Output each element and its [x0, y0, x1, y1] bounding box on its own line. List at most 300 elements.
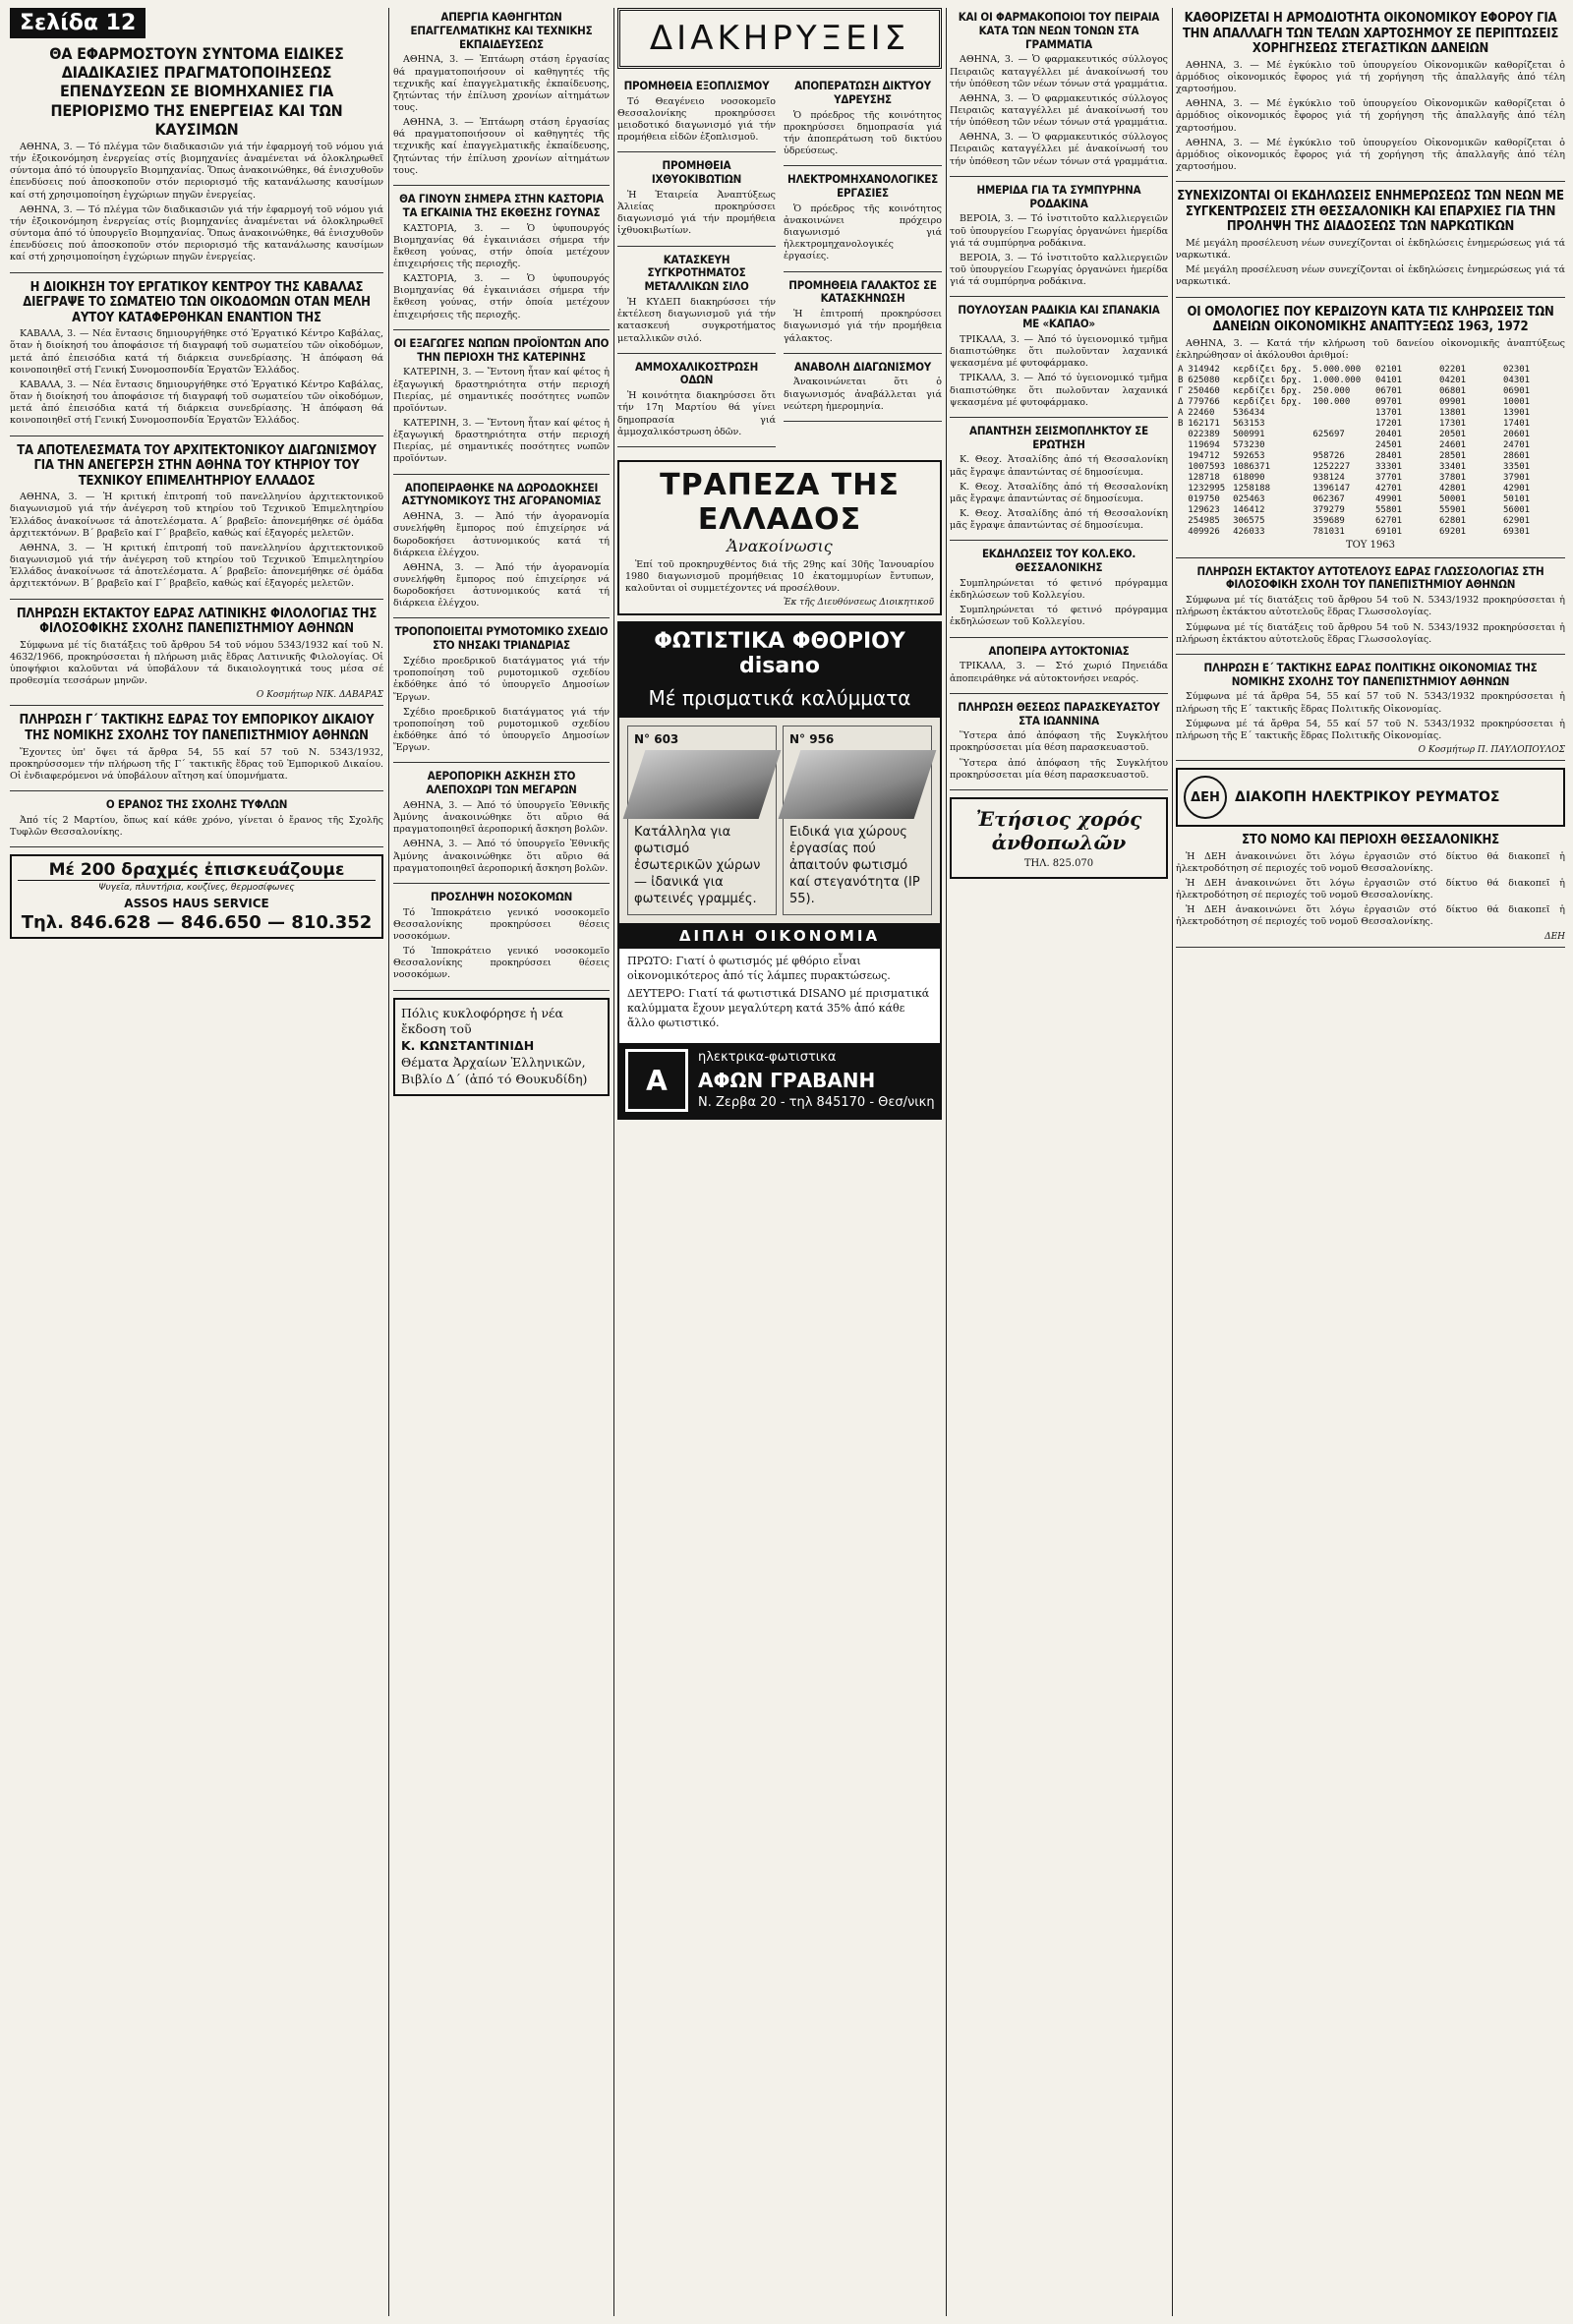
ad-title: Ἐτήσιος χορός ἀνθοπωλῶν	[975, 806, 1142, 854]
article-ioannina-position	[950, 701, 1168, 790]
reason-second: ΔΕΥΤΕΡΟ: Γιατί τά φωτιστικά DISANO μέ πρισματικά καλύμματα ἔχουν μεγαλύτερη κατά 35% ἀπό κάθε ἄλλο φωτιστικό.	[627, 987, 930, 1030]
table-cell: 37801	[1439, 472, 1467, 483]
table-cell: 250460	[1188, 386, 1220, 397]
article-body: ΑΘΗΝΑ, 3. — Ἡ κριτική ἐπιτροπή τοῦ πανελληνίου ἀρχιτεκτονικοῦ διαγωνισμοῦ γιά τήν ἀνέγερση τοῦ κτηρίου τοῦ Τεχνικοῦ Ἐπιμελητηρίου Ἑλλάδος ἀνακοίνωσε τά ἀποτελέσματα. Α΄ βραβεῖο: ἀπονεμήθηκε σέ ὁμάδα ἀρχιτεκτόνων. Β΄ βραβεῖο καί Γ΄ βραβεῖο, καθώς καί ἐξαγορές μελετῶν. ΑΘΗΝΑ, 3. — Ἡ κριτική ἐπιτροπή τοῦ πανελληνίου ἀρχιτεκτονικοῦ διαγωνισμοῦ γιά τήν ἀνέγερση τοῦ κτηρίου τοῦ Τεχνικοῦ Ἐπιμελητηρίου Ἑλλάδος ἀνακοίνωσε τά ἀποτελέσματα. Α΄ βραβεῖο: ἀπονεμήθηκε σέ ὁμάδα ἀρχιτεκτόνων. Β΄ βραβεῖο καί Γ΄ βραβεῖο, καθώς καί ἐξαγορές μελετῶν.	[10, 492, 383, 590]
article-suicide-attempt	[950, 645, 1168, 694]
notice-body: Ἡ ΚΥΔΕΠ διακηρύσσει τήν ἐκτέλεση διαγωνισμοῦ γιά τήν κατασκευή συγκροτήματος μεταλλικῶν σιλό.	[617, 297, 776, 344]
notice	[617, 254, 776, 354]
ad-tagline: ΔΙΠΛΗ ΟΙΚΟΝΟΜΙΑ	[619, 923, 940, 949]
table-cell: 13801	[1439, 407, 1467, 418]
table-cell: 1258188	[1233, 483, 1270, 494]
article-katerini-exports	[393, 337, 610, 475]
florists-dance-ad	[950, 797, 1168, 879]
table-row	[1176, 408, 1368, 419]
section-banner: ΔΙΑΚΗΡΥΞΕΙΣ	[617, 8, 942, 69]
headline: ΘΑ ΓΙΝΟΥΝ ΣΗΜΕΡΑ ΣΤΗΝ ΚΑΣΤΟΡΙΑ ΤΑ ΕΓΚΑΙΝΙΑ ΤΗΣ ΕΚΘΕΣΗΣ ΓΟΥΝΑΣ	[399, 191, 604, 219]
column-rule	[388, 8, 389, 2316]
table-row	[1176, 397, 1368, 408]
table-row	[1373, 408, 1565, 419]
table-row	[1373, 430, 1565, 440]
article-body: ΒΕΡΟΙΑ, 3. — Τό ἰνστιτοῦτο καλλιεργειῶν τοῦ ὑπουργείου Γεωργίας ὀργανώνει ἡμερίδα γιά τά συμπύρηνα ροδάκινα. ΒΕΡΟΙΑ, 3. — Τό ἰνστιτοῦτο καλλιεργειῶν τοῦ ὑπουργείου Γεωργίας ὀργανώνει ἡμερίδα γιά τά συμπύρηνα ροδάκινα.	[950, 213, 1168, 288]
headline: ΠΛΗΡΩΣΗ Γ΄ ΤΑΚΤΙΚΗΣ ΕΔΡΑΣ ΤΟΥ ΕΜΠΟΡΙΚΟΥ ΔΙΚΑΙΟΥ ΤΗΣ ΝΟΜΙΚΗΣ ΣΧΟΛΗΣ ΤΟΥ ΠΑΝΕΠΙΣΤΗΜΙΟΥ ΑΘΗΝΩΝ	[19, 713, 375, 743]
headline: ΑΠΟΠΕΙΡΑ ΑΥΤΟΚΤΟΝΙΑΣ	[988, 643, 1130, 658]
winning-series-table	[1373, 365, 1565, 538]
article-body: Σύμφωνα μέ τίς διατάξεις τοῦ ἄρθρου 54 τοῦ Ν. 5343/1932 προκηρύσσεται ἡ πλήρωση ἐκτάκτου αὐτοτελοῦς ἕδρας Γλωσσολογίας. Σύμφωνα μέ τίς διατάξεις τοῦ ἄρθρου 54 τοῦ Ν. 5343/1932 προκηρύσσεται ἡ πλήρωση ἐκτάκτου αὐτοτελοῦς ἕδρας Γλωσσολογίας.	[1176, 595, 1565, 645]
headline: ΑΠΟΠΕΙΡΑΘΗΚΕ ΝΑ ΔΩΡΟΔΟΚΗΣΕΙ ΑΣΤΥΝΟΜΙΚΟΥΣ ΤΗΣ ΑΓΟΡΑΝΟΜΙΑΣ	[401, 480, 602, 508]
ad-phone: Τηλ. 846.628 — 846.650 — 810.352	[21, 912, 373, 934]
table-row	[1176, 462, 1368, 473]
ad-book-title: Θέματα Ἀρχαίων Ἑλληνικῶν, Βιβλίο Δ΄ (ἀπό τό Θουκυδίδη)	[401, 1055, 588, 1087]
article-body: Ἔχοντες ὑπ' ὄψει τά ἄρθρα 54, 55 καί 57 τοῦ Ν. 5343/1932, προκηρύσσομεν τήν πλήρωση τῆς Γ΄ τακτικῆς ἕδρας τοῦ Ἐμπορικοῦ Δικαίου. Οἱ ἐνδιαφερόμενοι νά ὑποβάλουν αἴτηση καί ὑπομνήματα.	[10, 746, 383, 782]
table-cell: Γ	[1178, 386, 1184, 397]
table-cell: 254985	[1188, 515, 1220, 526]
headline: ΚΑΙ ΟΙ ΦΑΡΜΑΚΟΠΟΙΟΙ ΤΟΥ ΠΕΙΡΑΙΑ ΚΑΤΑ ΤΩΝ ΝΕΩΝ ΤΟΝΩΝ ΣΤΑ ΓΡΑΜΜΑΤΙΑ	[958, 10, 1160, 51]
store-address: Ν. Ζερβα 20 - τηλ 845170 - Θεσ/νικη	[698, 1095, 935, 1111]
book-ad	[393, 998, 610, 1096]
product-caption: Κατάλληλα για φωτισμό ἐσωτερικῶν χώρων — ἰδανικά για φωτεινές γραμμές.	[634, 825, 761, 906]
lamp-image	[779, 750, 937, 819]
store-name: ΑΦΩΝ ΓΡΑΒΑΝΗ	[698, 1069, 876, 1093]
power-cut-title: ΔΙΑΚΟΠΗ ΗΛΕΚΤΡΙΚΟΥ ΡΕΥΜΑΤΟΣ	[1235, 789, 1500, 806]
table-cell: Α	[1178, 365, 1184, 376]
table-row	[1176, 440, 1368, 451]
table-cell: 09701	[1375, 397, 1403, 407]
ad-author: Κ. ΚΩΝΣΤΑΝΤΙΝΙΔΗ	[401, 1038, 535, 1054]
table-cell: 28601	[1503, 450, 1531, 461]
table-cell: 09901	[1439, 397, 1467, 407]
table-row	[1176, 527, 1368, 538]
ad-headline: Μέ 200 δραχμές ἐπισκευάζουμε	[18, 860, 376, 881]
headline: ΑΠΑΝΤΗΣΗ ΣΕΙΣΜΟΠΛΗΚΤΟΥ ΣΕ ΕΡΩΤΗΣΗ	[969, 423, 1148, 451]
headline: ΑΠΟΠΕΡΑΤΩΣΗ ΔΙΚΤΥΟΥ ΥΔΡΕΥΣΗΣ	[794, 79, 931, 106]
table-cell: 02101	[1375, 365, 1403, 376]
headline: ΑΜΜΟΧΑΛΙΚΟΣΤΡΩΣΗ ΟΔΩΝ	[634, 359, 759, 387]
table-cell	[1311, 419, 1368, 430]
table-cell: 10001	[1503, 397, 1531, 407]
table-cell: 13901	[1503, 407, 1531, 418]
product-card	[627, 726, 777, 914]
article-blind-school	[10, 798, 383, 847]
table-cell: 019750	[1188, 494, 1220, 504]
repair-ad	[10, 854, 383, 939]
headline: ΣΤΟ ΝΟΜΟ ΚΑΙ ΠΕΡΙΟΧΗ ΘΕΣΣΑΛΟΝΙΚΗΣ	[1242, 833, 1499, 848]
headline: ΠΛΗΡΩΣΗ ΘΕΣΕΩΣ ΠΑΡΑΣΚΕΥΑΣΤΟΥ ΣΤΑ ΙΩΑΝΝΙΝΑ	[958, 699, 1160, 727]
table-cell: 42701	[1375, 483, 1403, 494]
article-body: ΑΘΗΝΑ, 3. — Κατά τήν κλήρωση τοῦ δανείου οἰκονομικῆς ἀναπτύξεως ἐκληρώθησαν οἱ ἀκόλουθοι ἀριθμοί:	[1176, 337, 1565, 361]
table-cell: 49901	[1375, 494, 1403, 504]
headline: Ο ΕΡΑΝΟΣ ΤΗΣ ΣΧΟΛΗΣ ΤΥΦΛΩΝ	[105, 797, 288, 812]
headline: ΠΡΟΜΗΘΕΙΑ ΓΑΛΑΚΤΟΣ ΣΕ ΚΑΤΑΣΚΗΝΩΣΗ	[788, 277, 937, 306]
store-banner	[619, 1043, 940, 1118]
table-row	[1373, 451, 1565, 462]
article-nurses	[393, 891, 610, 991]
table-cell: 250.000	[1312, 386, 1351, 397]
article-energy	[10, 44, 383, 273]
reason-first: ΠΡΩΤΟ: Γιατί ὁ φωτισμός μέ φθόριο εἶναι οἰκονομικότερος ἀπό τίς λάμπες πυρακτώσεως.	[627, 954, 891, 982]
table-cell: Β	[1178, 418, 1184, 429]
table-cell: 128718	[1188, 472, 1220, 483]
ad-text: Πόλις κυκλοφόρησε ἡ νέα ἔκδοση τοῦ	[401, 1005, 563, 1037]
table-cell	[1176, 505, 1186, 516]
headline: ΠΛΗΡΩΣΗ ΕΚΤΑΚΤΟΥ ΑΥΤΟΤΕΛΟΥΣ ΕΔΡΑΣ ΓΛΩΣΣΟΛΟΓΙΑΣ ΣΤΗ ΦΙΛΟΣΟΦΙΚΗ ΣΧΟΛΗ ΤΟΥ ΠΑΝΕΠΙΣΤΗΜΙΟΥ ΑΘΗΝΩΝ	[1196, 563, 1544, 592]
table-cell: 62901	[1503, 515, 1531, 526]
table-cell	[1176, 527, 1186, 538]
table-cell	[1311, 408, 1368, 419]
article-teachers-strike	[393, 11, 610, 186]
table-row	[1373, 419, 1565, 430]
headline: ΚΑΘΟΡΙΖΕΤΑΙ Η ΑΡΜΟΔΙΟΤΗΤΑ ΟΙΚΟΝΟΜΙΚΟΥ ΕΦΟΡΟΥ ΓΙΑ ΤΗΝ ΑΠΑΛΛΑΓΗ ΤΩΝ ΤΕΛΩΝ ΧΑΡΤΟΣΗΜΟΥ ΣΕ ΠΕΡΙΠΤΩΣΕΙΣ ΧΟΡΗΓΗΣΕΩΣ ΣΤΕΓΑΣΤΙΚΩΝ ΔΑΝΕΙΩΝ	[1182, 11, 1559, 57]
article-power-cut	[1176, 833, 1565, 948]
notice	[784, 80, 942, 166]
table-cell: 02201	[1439, 365, 1467, 376]
bank-title: ΤΡΑΠΕΖΑ ΤΗΣ ΕΛΛΑΔΟΣ	[660, 467, 900, 537]
table-cell: 119694	[1188, 439, 1220, 450]
article-earthquake-reply	[950, 425, 1168, 542]
notice-body: Ἀνακοινώνεται ὅτι ὁ διαγωνισμός ἀναβάλλεται γιά νεώτερη ἡμερομηνία.	[784, 377, 942, 412]
table-cell: 20401	[1375, 429, 1403, 439]
table-row	[1373, 527, 1565, 538]
table-row	[1176, 419, 1368, 430]
article-body: Ἀπό τίς 2 Μαρτίου, ὅπως καί κάθε χρόνο, γίνεται ὁ ἔρανος τῆς Σχολῆς Τυφλῶν Θεσσαλονίκης.	[10, 814, 383, 838]
table-cell: Α	[1178, 407, 1184, 418]
column-rule	[613, 8, 614, 2316]
table-cell: 24501	[1375, 439, 1403, 450]
table-cell: 62801	[1439, 515, 1467, 526]
table-row	[1176, 516, 1368, 527]
notices-left	[617, 77, 776, 454]
table-cell	[1176, 462, 1186, 473]
notice-body: Ἡ ἐπιτροπή προκηρύσσει διαγωνισμό γιά τήν προμήθεια γάλακτος.	[784, 309, 942, 344]
notice-body: Ἡ Ἑταιρεία Ἀναπτύξεως Ἁλιείας προκηρύσσει διαγωνισμό γιά τήν προμήθεια ἰχθυοκιβωτίων.	[617, 190, 776, 237]
table-cell: 625080	[1188, 376, 1220, 386]
winning-numbers-table	[1176, 365, 1368, 538]
article-body: Σχέδιο προεδρικοῦ διατάγματος γιά τήν τροποποίηση τοῦ ρυμοτομικοῦ σχεδίου ἐκδόθηκε ἀπό τό ὑπουργεῖο Δημοσίων Ἔργων. Σχέδιο προεδρικοῦ διατάγματος γιά τήν τροποποίηση τοῦ ρυμοτομικοῦ σχεδίου ἐκδόθηκε ἀπό τό ὑπουργεῖο Δημοσίων Ἔργων.	[393, 656, 610, 754]
article-architecture	[10, 443, 383, 600]
table-cell: 69201	[1439, 526, 1467, 537]
article-town-plan	[393, 625, 610, 763]
headline: ΠΡΟΣΛΗΨΗ ΝΟΣΟΚΟΜΩΝ	[430, 889, 573, 903]
headline: ΟΙ ΟΜΟΛΟΓΙΕΣ ΠΟΥ ΚΕΡΔΙΖΟΥΝ ΚΑΤΑ ΤΙΣ ΚΛΗΡΩΣΕΙΣ ΤΩΝ ΔΑΝΕΙΩΝ ΟΙΚΟΝΟΜΙΚΗΣ ΑΝΑΠΤΥΞΕΩΣ 1963, 1972	[1187, 304, 1554, 335]
table-cell: 55801	[1375, 504, 1403, 515]
table-cell: 06701	[1375, 386, 1403, 397]
headline: Η ΔΙΟΙΚΗΣΗ ΤΟΥ ΕΡΓΑΤΙΚΟΥ ΚΕΝΤΡΟΥ ΤΗΣ ΚΑΒΑΛΑΣ ΔΙΕΓΡΑΨΕ ΤΟ ΣΩΜΑΤΕΙΟ ΤΩΝ ΟΙΚΟΔΟΜΩΝ ΟΤΑΝ ΜΕΛΗ ΑΥΤΟΥ ΚΑΤΑΦΕΡΘΗΚΑΝ ΕΝΑΝΤΙΟΝ ΤΗΣ	[23, 279, 371, 325]
page-header	[10, 8, 383, 38]
table-cell: 20601	[1503, 429, 1531, 439]
article-linguistics-chair	[1176, 565, 1565, 655]
table-cell: 426033	[1233, 526, 1265, 537]
table-row	[1373, 462, 1565, 473]
signature: Ο Κοσμήτωρ Π. ΠΑΥΛΟΠΟΥΛΟΣ	[1418, 745, 1565, 756]
article-economics-chair	[1176, 662, 1565, 761]
table-cell: 33301	[1375, 461, 1403, 472]
table-row	[1176, 473, 1368, 484]
table-cell: 779766	[1188, 397, 1220, 407]
notice	[784, 173, 942, 271]
article-body: ΚΑΣΤΟΡΙΑ, 3. — Ὁ ὑφυπουργός Βιομηχανίας θά ἐγκαινιάσει σήμερα τήν ἔκθεση γούνας, στήν ὁποία μετέχουν ἐπιχειρήσεις τῆς περιοχῆς. ΚΑΣΤΟΡΙΑ, 3. — Ὁ ὑφυπουργός Βιομηχανίας θά ἐγκαινιάσει σήμερα τήν ἔκθεση γούνας, στήν ὁποία μετέχουν ἐπιχειρήσεις τῆς περιοχῆς.	[393, 222, 610, 320]
bank-notice	[617, 460, 942, 615]
bank-signature: Ἐκ τῆς Διευθύνσεως Διοικητικοῦ	[783, 598, 934, 609]
table-cell: 022389	[1188, 429, 1220, 439]
table-cell: 06901	[1503, 386, 1531, 397]
table-row	[1373, 397, 1565, 408]
table-row	[1176, 386, 1368, 397]
table-cell: 69301	[1503, 526, 1531, 537]
product-card	[783, 726, 932, 914]
column-2	[393, 8, 610, 2316]
table-cell: 28501	[1439, 450, 1467, 461]
article-body: ΑΘΗΝΑ, 3. — Ἐπτάωρη στάση ἐργασίας θά πραγματοποιήσουν οἱ καθηγητές τῆς τεχνικῆς καί ἐπαγγελματικῆς ἐκπαίδευσης, ζητώντας τήν ἐπίλυση χρονίων αἰτημάτων τους. ΑΘΗΝΑ, 3. — Ἐπτάωρη στάση ἐργασίας θά πραγματοποιήσουν οἱ καθηγητές τῆς τεχνικῆς καί ἐπαγγελματικῆς ἐκπαίδευσης, ζητώντας τήν ἐπίλυση χρονίων αἰτημάτων τους.	[393, 54, 610, 176]
headline: ΑΠΕΡΓΙΑ ΚΑΘΗΓΗΤΩΝ ΕΠΑΓΓΕΛΜΑΤΙΚΗΣ ΚΑΙ ΤΕΧΝΙΚΗΣ ΕΚΠΑΙΔΕΥΣΕΩΣ	[410, 10, 593, 51]
table-cell: 1007593	[1188, 461, 1226, 472]
table-row	[1176, 494, 1368, 505]
table-cell: 04101	[1375, 376, 1403, 386]
article-vegetables	[950, 304, 1168, 418]
table-cell: 24701	[1503, 439, 1531, 450]
store-logo: Α	[625, 1049, 688, 1112]
headline: ΑΝΑΒΟΛΗ ΔΙΑΓΩΝΙΣΜΟΥ	[793, 359, 932, 374]
article-pharmacists	[950, 11, 1168, 177]
headline: ΑΕΡΟΠΟΡΙΚΗ ΑΣΚΗΣΗ ΣΤΟ ΑΛΕΠΟΧΩΡΙ ΤΩΝ ΜΕΓΑΡΩΝ	[426, 769, 577, 797]
table-cell: 24601	[1439, 439, 1467, 450]
article-bond-draw	[1176, 305, 1565, 558]
article-air-exercise	[393, 770, 610, 884]
table-cell: 22460	[1188, 407, 1215, 418]
notice-body: Ἡ κοινότητα διακηρύσσει ὅτι τήν 17η Μαρτίου θά γίνει δημοπρασία γιά ἀμμοχαλικόστρωση ὁδῶν.	[617, 390, 776, 437]
article-body: Κ. Θεοχ. Ἀτσαλίδης ἀπό τή Θεσσαλονίκη μᾶς ἔγραψε ἀπαντώντας σέ δημοσίευμα. Κ. Θεοχ. Ἀτσαλίδης ἀπό τή Θεσσαλονίκη μᾶς ἔγραψε ἀπαντώντας σέ δημοσίευμα. Κ. Θεοχ. Ἀτσαλίδης ἀπό τή Θεσσαλονίκη μᾶς ἔγραψε ἀπαντώντας σέ δημοσίευμα.	[950, 454, 1168, 532]
table-cell	[1176, 473, 1186, 484]
table-cell: 55901	[1439, 504, 1467, 515]
headline: ΠΡΟΜΗΘΕΙΑ ΕΞΟΠΛΙΣΜΟΥ	[623, 79, 770, 92]
product-caption: Ειδικά για χώρους ἐργασίας πού ἀπαιτούν φωτισμό καί στεγανότητα (IP 55).	[789, 825, 920, 906]
table-row	[1373, 505, 1565, 516]
ad-services: Ψυγεῖα, πλυντήρια, κουζίνες, θερμοσίφωνες	[98, 883, 295, 894]
table-cell: 100.000	[1312, 397, 1351, 407]
table-cell: 37901	[1503, 472, 1531, 483]
column-5	[1176, 8, 1565, 2316]
signature: Ο Κοσμήτωρ ΝΙΚ. ΔΑΒΑΡΑΣ	[256, 690, 383, 701]
table-cell: 42901	[1503, 483, 1531, 494]
column-1	[10, 8, 383, 2316]
table-row	[1373, 473, 1565, 484]
table-cell: Β	[1178, 376, 1184, 386]
table-caption: ΤΟΥ 1963	[1345, 539, 1396, 551]
headline: ΕΚΔΗΛΩΣΕΙΣ ΤΟΥ ΚΟΛ.ΕΚΟ. ΘΕΣΣΑΛΟΝΙΚΗΣ	[981, 547, 1136, 575]
table-row	[1176, 365, 1368, 376]
table-cell: 573230	[1233, 439, 1265, 450]
headline: ΤΑ ΑΠΟΤΕΛΕΣΜΑΤΑ ΤΟΥ ΑΡΧΙΤΕΚΤΟΝΙΚΟΥ ΔΙΑΓΩΝΙΣΜΟΥ ΓΙΑ ΤΗΝ ΑΝΕΓΕΡΣΗ ΣΤΗΝ ΑΘΗΝΑ ΤΟΥ ΚΤΗΡΙΟΥ ΤΟΥ ΤΕΧΝΙΚΟΥ ΕΠΙΜΕΛΗΤΗΡΙΟΥ ΕΛΛΑΔΟΣ	[17, 442, 377, 489]
table-cell	[1311, 440, 1368, 451]
product-number: Ν° 603	[634, 732, 679, 747]
notice	[784, 279, 942, 354]
headline: ΚΑΤΑΣΚΕΥΗ ΣΥΓΚΡΟΤΗΜΑΤΟΣ ΜΕΤΑΛΛΙΚΩΝ ΣΙΛΟ	[644, 252, 749, 294]
table-cell: 359689	[1312, 515, 1345, 526]
column-rule	[1172, 8, 1173, 2316]
article-body: Μέ μεγάλη προσέλευση νέων συνεχίζονται οἱ ἐκδηλώσεις ἐνημερώσεως γιά τά ναρκωτικά. Μέ μεγάλη προσέλευση νέων συνεχίζονται οἱ ἐκδηλώσεις ἐνημερώσεως γιά τά ναρκωτικά.	[1176, 237, 1565, 288]
notice	[617, 159, 776, 246]
article-kavala	[10, 280, 383, 436]
article-body: Ὕστερα ἀπό ἀπόφαση τῆς Συγκλήτου προκηρύσσεται μία θέση παρασκευαστοῦ. Ὕστερα ἀπό ἀπόφαση τῆς Συγκλήτου προκηρύσσεται μία θέση παρασκευαστοῦ.	[950, 730, 1168, 781]
table-cell	[1176, 516, 1186, 527]
table-cell: 025463	[1233, 494, 1265, 504]
table-cell: 938124	[1312, 472, 1345, 483]
article-body: Σύμφωνα μέ τίς διατάξεις τοῦ ἄρθρου 54 τοῦ νόμου 5343/1932 καί τοῦ Ν. 4632/1966, προκηρύσσεται ἡ πλήρωση μιᾶς ἔδρας Λατινικῆς Φιλολογίας. Οἱ ὑποψήφιοι καλοῦνται νά ὑποβάλουν τά δικαιολογητικά τους μέσα σέ προθεσμία τεσσάρων μηνῶν.	[10, 639, 383, 687]
bank-body: Ἐπί τοῦ προκηρυχθέντος διά τῆς 29ης καί 30ῆς Ἰανουαρίου 1980 διαγωνισμοῦ προμήθειας 10 ἐκατομμυρίων ἔντυπων, καλοῦνται οἱ συμμετέχοντες νά προσέλθουν.	[625, 558, 934, 595]
article-body: ΚΑΒΑΛΑ, 3. — Νέα ἔντασις δημιουργήθηκε στό Ἐργατικό Κέντρο Καβάλας, ὅταν ἡ διοίκησή του ἀποφάσισε τή διαγραφή τοῦ σωματείου τῶν οἰκοδόμων, μετά ἀπό ἐπεισόδια κατά τή διάρκεια συνεδρίασης. Ἡ ἀπόφαση θά κοινοποιηθεῖ στή Γενική Συνομοσπονδία Ἐργατῶν Ἑλλάδος. ΚΑΒΑΛΑ, 3. — Νέα ἔντασις δημιουργήθηκε στό Ἐργατικό Κέντρο Καβάλας, ὅταν ἡ διοίκησή του ἀποφάσισε τή διαγραφή τοῦ σωματείου τῶν οἰκοδόμων, μετά ἀπό ἐπεισόδια κατά τή διάρκεια συνεδρίασης. Ἡ ἀπόφαση θά κοινοποιηθεῖ στή Γενική Συνομοσπονδία Ἐργατῶν Ἑλλάδος.	[10, 328, 383, 427]
column-rule	[946, 8, 947, 2316]
notice	[784, 361, 942, 422]
headline: ΗΛΕΚΤΡΟΜΗΧΑΝΟΛΟΓΙΚΕΣ ΕΡΓΑΣΙΕΣ	[787, 172, 938, 201]
table-cell: 618090	[1233, 472, 1265, 483]
article-body: Σύμφωνα μέ τά ἄρθρα 54, 55 καί 57 τοῦ Ν. 5343/1932 προκηρύσσεται ἡ πλήρωση τῆς Ε΄ τακτικῆς ἕδρας Πολιτικῆς Οἰκονομίας. Σύμφωνα μέ τά ἄρθρα 54, 55 καί 57 τοῦ Ν. 5343/1932 προκηρύσσεται ἡ πλήρωση τῆς Ε΄ τακτικῆς ἕδρας Πολιτικῆς Οἰκονομίας.	[1176, 691, 1565, 741]
table-cell: Δ	[1178, 397, 1184, 407]
table-cell: 06801	[1439, 386, 1467, 397]
notice-body: Ὁ πρόεδρος τῆς κοινότητος προκηρύσσει δημοπρασία γιά τήν ἀποπεράτωση τοῦ δικτύου ὑδρεύσεως.	[784, 109, 942, 157]
table-cell: 17401	[1503, 418, 1531, 429]
table-cell: 13701	[1375, 407, 1403, 418]
headline: ΤΡΟΠΟΠΟΙΕΙΤΑΙ ΡΥΜΟΤΟΜΙΚΟ ΣΧΕΔΙΟ ΣΤΟ ΝΗΣΑΚΙ ΤΡΙΑΝΔΡΙΑΣ	[394, 624, 609, 653]
table-cell: 409926	[1188, 526, 1220, 537]
table-cell: 500991	[1233, 429, 1265, 439]
table-cell	[1176, 430, 1186, 440]
table-row	[1373, 440, 1565, 451]
ad-headline: ΦΩΤΙΣΤΙΚΑ ΦΘΟΡΙΟΥ disano	[619, 623, 940, 684]
table-cell: κερδίζει δρχ.	[1233, 386, 1303, 397]
table-cell: 162171	[1188, 418, 1220, 429]
table-row	[1176, 484, 1368, 494]
ad-company: ASSOS HAUS SERVICE	[124, 897, 269, 911]
table-cell: κερδίζει δρχ.	[1233, 376, 1303, 386]
table-cell: 1.000.000	[1312, 376, 1362, 386]
table-cell: 69101	[1375, 526, 1403, 537]
utility-logo: ΔΕΗ	[1184, 776, 1227, 819]
article-latin-chair	[10, 607, 383, 707]
column-3	[617, 8, 942, 2316]
headline: ΠΛΗΡΩΣΗ ΕΚΤΑΚΤΟΥ ΕΔΡΑΣ ΛΑΤΙΝΙΚΗΣ ΦΙΛΟΛΟΓΙΑΣ ΤΗΣ ΦΙΛΟΣΟΦΙΚΗΣ ΣΧΟΛΗΣ ΠΑΝΕΠΙΣΤΗΜΙΟΥ ΑΘΗΝΩΝ	[16, 606, 378, 637]
table-cell: 062367	[1312, 494, 1345, 504]
store-tagline: ηλεκτρικα-φωτιστικα	[698, 1049, 837, 1065]
table-cell: 129623	[1188, 504, 1220, 515]
notice	[617, 80, 776, 152]
table-cell: 1396147	[1312, 483, 1351, 494]
article-body: ΑΘΗΝΑ, 3. — Μέ ἐγκύκλιο τοῦ ὑπουργείου Οἰκονομικῶν καθορίζεται ὁ ἁρμόδιος οἰκονομικός ἔφορος γιά τή χορήγηση τῆς ἀπαλλαγῆς ἀπό τέλη χαρτοσήμου. ΑΘΗΝΑ, 3. — Μέ ἐγκύκλιο τοῦ ὑπουργείου Οἰκονομικῶν καθορίζεται ὁ ἁρμόδιος οἰκονομικός ἔφορος γιά τή χορήγηση τῆς ἀπαλλαγῆς ἀπό τέλη χαρτοσήμου. ΑΘΗΝΑ, 3. — Μέ ἐγκύκλιο τοῦ ὑπουργείου Οἰκονομικῶν καθορίζεται ὁ ἁρμόδιος οἰκονομικός ἔφορος γιά τή χορήγηση τῆς ἀπαλλαγῆς ἀπό τέλη χαρτοσήμου.	[1176, 59, 1565, 173]
table-cell: 50001	[1439, 494, 1467, 504]
table-cell: 17301	[1439, 418, 1467, 429]
article-body: Τό Ἰπποκράτειο γενικό νοσοκομεῖο Θεσσαλονίκης προκηρύσσει θέσεις νοσοκόμων. Τό Ἰπποκράτειο γενικό νοσοκομεῖο Θεσσαλονίκης προκηρύσσει θέσεις νοσοκόμων.	[393, 906, 610, 981]
table-cell: 194712	[1188, 450, 1220, 461]
article-bribery	[393, 482, 610, 619]
signature: ΔΕΗ	[1544, 931, 1565, 942]
table-cell: 33501	[1503, 461, 1531, 472]
table-row	[1176, 430, 1368, 440]
table-row	[1373, 365, 1565, 376]
table-cell	[1176, 484, 1186, 494]
table-cell: 958726	[1312, 450, 1345, 461]
table-cell	[1176, 494, 1186, 505]
table-cell: 42801	[1439, 483, 1467, 494]
headline: ΣΥΝΕΧΙΖΟΝΤΑΙ ΟΙ ΕΚΔΗΛΩΣΕΙΣ ΕΝΗΜΕΡΩΣΕΩΣ ΤΩΝ ΝΕΩΝ ΜΕ ΣΥΓΚΕΝΤΡΩΣΕΙΣ ΣΤΗ ΘΕΣΣΑΛΟΝΙΚΗ ΚΑΙ ΕΠΑΡΧΙΕΣ ΓΙΑ ΤΗΝ ΠΡΟΛΗΨΗ ΤΗΣ ΔΙΑΔΟΣΕΩΣ ΤΩΝ ΝΑΡΚΩΤΙΚΩΝ	[1177, 189, 1564, 235]
table-cell: 306575	[1233, 515, 1265, 526]
table-row	[1176, 376, 1368, 386]
table-row	[1176, 505, 1368, 516]
article-body: Ἡ ΔΕΗ ἀνακοινώνει ὅτι λόγω ἐργασιῶν στό δίκτυο θά διακοπεῖ ἡ ἠλεκτροδότηση σέ περιοχές τοῦ νομοῦ Θεσσαλονίκης. Ἡ ΔΕΗ ἀνακοινώνει ὅτι λόγω ἐργασιῶν στό δίκτυο θά διακοπεῖ ἡ ἠλεκτροδότηση σέ περιοχές τοῦ νομοῦ Θεσσαλονίκης. Ἡ ΔΕΗ ἀνακοινώνει ὅτι λόγω ἐργασιῶν στό δίκτυο θά διακοπεῖ ἡ ἠλεκτροδότηση σέ περιοχές τοῦ νομοῦ Θεσσαλονίκης.	[1176, 850, 1565, 928]
article-fur-fair	[393, 193, 610, 330]
article-body: ΑΘΗΝΑ, 3. — Τό πλέγμα τῶν διαδικασιῶν γιά τήν ἐφαρμογή τοῦ νόμου γιά τήν ἐξοικονόμηση ἐνεργείας στίς βιομηχανίες ἀναμένεται νά ὁλοκληρωθεῖ σύντομα ἀπό τό ὑπουργεῖο Βιομηχανίας. Ὅπως ἀνακοινώθηκε, θά ἐνισχυθοῦν ἐπενδύσεις πού ἀποσκοποῦν στόν περιορισμό τῆς κατανάλωσης καυσίμων καί στή χρησιμοποίηση ἐγχώριων πηγῶν ἐνεργείας. ΑΘΗΝΑ, 3. — Τό πλέγμα τῶν διαδικασιῶν γιά τήν ἐφαρμογή τοῦ νόμου γιά τήν ἐξοικονόμηση ἐνεργείας στίς βιομηχανίες ἀναμένεται νά ὁλοκληρωθεῖ σύντομα ἀπό τό ὑπουργεῖο Βιομηχανίας. Ὅπως ἀνακοινώθηκε, θά ἐνισχυθοῦν ἐπενδύσεις πού ἀποσκοποῦν στόν περιορισμό τῆς κατανάλωσης καυσίμων καί στή χρησιμοποίηση ἐγχώριων πηγῶν ἐνεργείας.	[10, 141, 383, 263]
ad-subheadline: Μέ πρισματικά καλύμματα	[619, 684, 940, 718]
table-cell: 781031	[1312, 526, 1345, 537]
product-number: Ν° 956	[789, 732, 835, 747]
table-cell: 5.000.000	[1312, 365, 1362, 376]
article-peaches	[950, 184, 1168, 298]
table-cell: 1232995	[1188, 483, 1226, 494]
article-body: ΑΘΗΝΑ, 3. — Ὁ φαρμακευτικός σύλλογος Πειραιῶς καταγγέλλει μέ ἀνακοίνωσή του τήν ὑπόθεση τῶν νέων τόνων στά γραμμάτια. ΑΘΗΝΑ, 3. — Ὁ φαρμακευτικός σύλλογος Πειραιῶς καταγγέλλει μέ ἀνακοίνωσή του τήν ὑπόθεση τῶν νέων τόνων στά γραμμάτια. ΑΘΗΝΑ, 3. — Ὁ φαρμακευτικός σύλλογος Πειραιῶς καταγγέλλει μέ ἀνακοίνωσή του τήν ὑπόθεση τῶν νέων τόνων στά γραμμάτια.	[950, 54, 1168, 167]
table-cell: 314942	[1188, 365, 1220, 376]
column-4	[950, 8, 1168, 2316]
table-cell: 536434	[1233, 407, 1265, 418]
table-cell: 56001	[1503, 504, 1531, 515]
table-cell: 04201	[1439, 376, 1467, 386]
table-cell: 592653	[1233, 450, 1265, 461]
table-cell	[1176, 440, 1186, 451]
table-row	[1373, 516, 1565, 527]
table-cell: κερδίζει δρχ.	[1233, 397, 1303, 407]
table-cell: 563153	[1233, 418, 1265, 429]
table-cell: 379279	[1312, 504, 1345, 515]
table-cell: 28401	[1375, 450, 1403, 461]
headline: ΠΟΥΛΟΥΣΑΝ ΡΑΔΙΚΙΑ ΚΑΙ ΣΠΑΝΑΚΙΑ ΜΕ «ΚΑΠΑΟ»	[958, 303, 1160, 331]
table-cell: 20501	[1439, 429, 1467, 439]
headline: ΘΑ ΕΦΑΡΜΟΣΤΟΥΝ ΣΥΝΤΟΜΑ ΕΙΔΙΚΕΣ ΔΙΑΔΙΚΑΣΙΕΣ ΠΡΑΓΜΑΤΟΠΟΙΗΣΕΩΣ ΕΠΕΝΔΥΣΕΩΝ ΣΕ ΒΙΟΜΗΧΑΝΙΕΣ ΓΙΑ ΠΕΡΙΟΡΙΣΜΟ ΤΗΣ ΕΝΕΡΓΕΙΑΣ ΚΑΙ ΤΩΝ ΚΑΥΣΙΜΩΝ	[49, 44, 344, 139]
notices-grid	[617, 77, 942, 454]
page-number: Σελίδα 12	[10, 8, 146, 38]
headline: ΗΜΕΡΙΔΑ ΓΙΑ ΤΑ ΣΥΜΠΥΡΗΝΑ ΡΟΔΑΚΙΝΑ	[976, 182, 1141, 210]
article-stamp-duty	[1176, 11, 1565, 182]
table-cell: 17201	[1375, 418, 1403, 429]
ad-phone: ΤΗΛ. 825.070	[1023, 857, 1094, 869]
product-grid	[619, 718, 940, 922]
notice-body: Ὁ πρόεδρος τῆς κοινότητος ἀνακοινώνει πρόχειρο διαγωνισμό γιά ἠλεκτρομηχανολογικές ἐργασίες.	[784, 203, 942, 262]
table-cell: 04301	[1503, 376, 1531, 386]
bank-subtitle: Ἀνακοίνωσις	[727, 536, 833, 555]
article-body: ΑΘΗΝΑ, 3. — Ἀπό τήν ἀγορανομία συνελήφθη ἔμπορος πού ἐπιχείρησε νά δωροδοκήσει ἀστυνομικούς κατά τή διάρκεια ἐλέγχου. ΑΘΗΝΑ, 3. — Ἀπό τήν ἀγορανομία συνελήφθη ἔμπορος πού ἐπιχείρησε νά δωροδοκήσει ἀστυνομικούς κατά τή διάρκεια ἐλέγχου.	[393, 511, 610, 610]
article-drugs-awareness	[1176, 189, 1565, 297]
notice-body: Τό Θεαγένειο νοσοκομεῖο Θεσσαλονίκης προκηρύσσει μειοδοτικό διαγωνισμό γιά τήν προμήθεια εἰδῶν ἐξοπλισμοῦ.	[617, 95, 776, 144]
table-cell: 50101	[1503, 494, 1531, 504]
headline: ΟΙ ΕΞΑΓΩΓΕΣ ΝΩΠΩΝ ΠΡΟΪΟΝΤΩΝ ΑΠΟ ΤΗΝ ΠΕΡΙΟΧΗ ΤΗΣ ΚΑΤΕΡΙΝΗΣ	[393, 335, 610, 364]
article-body: ΑΘΗΝΑ, 3. — Ἀπό τό ὑπουργεῖο Ἐθνικῆς Ἀμύνης ἀνακοινώθηκε ὅτι αὔριο θά πραγματοποιηθεῖ ἀεροπορική ἄσκηση βολῶν. ΑΘΗΝΑ, 3. — Ἀπό τό ὑπουργεῖο Ἐθνικῆς Ἀμύνης ἀνακοινώθηκε ὅτι αὔριο θά πραγματοποιηθεῖ ἀεροπορική ἄσκηση βολῶν.	[393, 799, 610, 874]
table-cell: 1086371	[1233, 461, 1270, 472]
table-row	[1176, 451, 1368, 462]
ad-reasons	[619, 949, 940, 1037]
table-cell: κερδίζει δρχ.	[1233, 365, 1303, 376]
notices-right	[784, 77, 942, 454]
table-cell: 625697	[1312, 429, 1345, 439]
table-cell	[1176, 451, 1186, 462]
article-college-events	[950, 548, 1168, 637]
table-row	[1373, 494, 1565, 505]
table-row	[1373, 376, 1565, 386]
article-body: ΤΡΙΚΑΛΑ, 3. — Ἀπό τό ὑγειονομικό τμῆμα διαπιστώθηκε ὅτι πωλοῦνταν λαχανικά ψεκασμένα μέ φυτοφάρμακο. ΤΡΙΚΑΛΑ, 3. — Ἀπό τό ὑγειονομικό τμῆμα διαπιστώθηκε ὅτι πωλοῦνταν λαχανικά ψεκασμένα μέ φυτοφάρμακο.	[950, 333, 1168, 408]
article-commercial-law	[10, 713, 383, 791]
table-cell: 37701	[1375, 472, 1403, 483]
table-row	[1373, 386, 1565, 397]
lottery-results	[1176, 365, 1565, 538]
table-cell: 33401	[1439, 461, 1467, 472]
headline: ΠΡΟΜΗΘΕΙΑ ΙΧΘΥΟΚΙΒΩΤΙΩΝ	[651, 158, 742, 187]
power-cut-header	[1176, 768, 1565, 827]
article-body: Συμπληρώνεται τό φετινό πρόγραμμα ἐκδηλώσεων τοῦ Κολλεγίου. Συμπληρώνεται τό φετινό πρόγραμμα ἐκδηλώσεων τοῦ Κολλεγίου.	[950, 577, 1168, 628]
article-body: ΤΡΙΚΑΛΑ, 3. — Στό χωριό Πηνειάδα ἀποπειράθηκε νά αὐτοκτονήσει νεαρός.	[950, 661, 1168, 684]
lighting-ad	[617, 621, 942, 1120]
